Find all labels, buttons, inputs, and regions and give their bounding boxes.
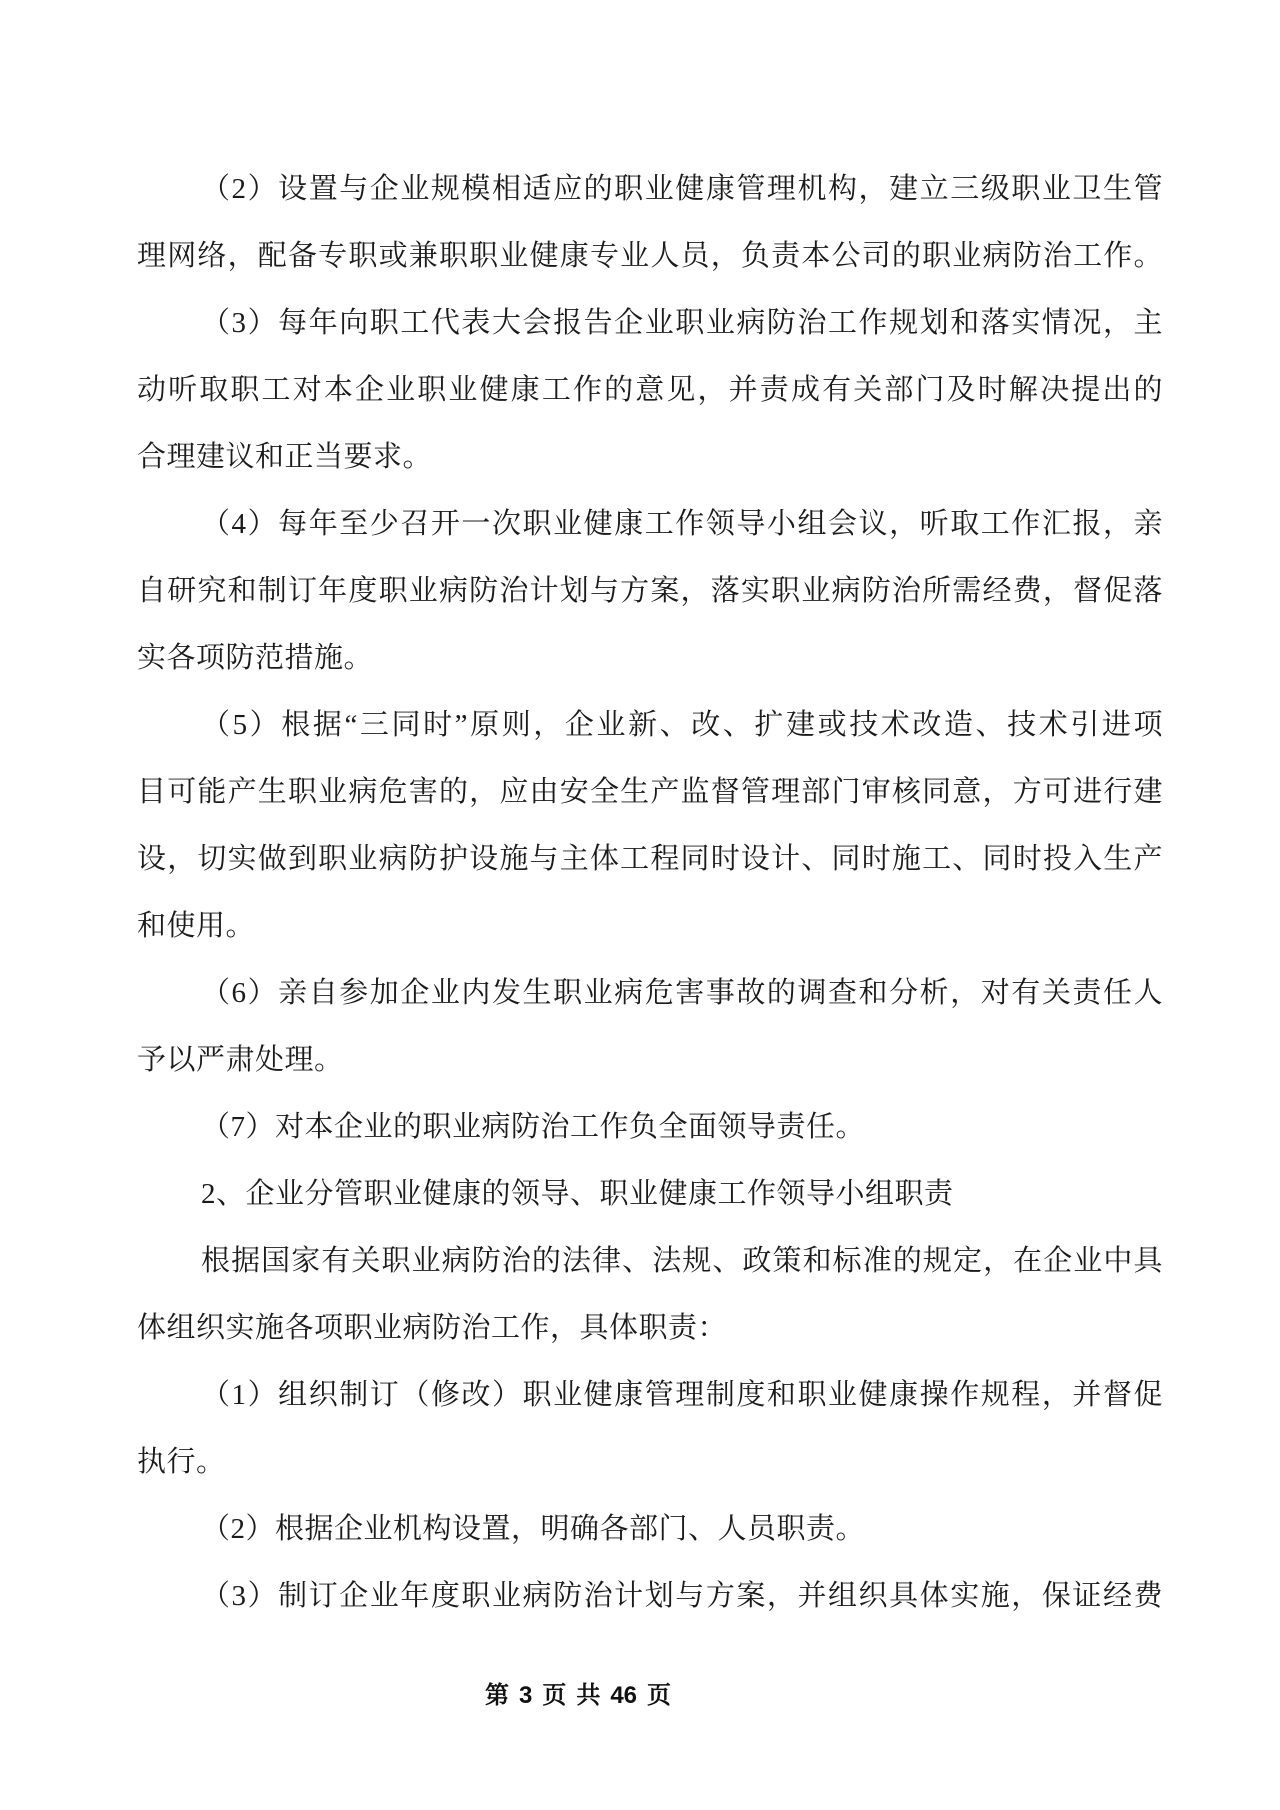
footer-total-pages: 46 [610, 1682, 638, 1709]
footer-label-gong: 共 [576, 1683, 601, 1709]
footer-label-ye-2: 页 [647, 1683, 672, 1709]
text-line: 执行。 [137, 1446, 226, 1478]
text-line: 目可能产生职业病危害的，应由安全生产监督管理部门审核同意，方可进行建 [137, 776, 1163, 808]
text-line: （5）根据“三同时”原则，企业新、改、扩建或技术改造、技术引进项 [201, 709, 1163, 741]
text-line: 理网络，配备专职或兼职职业健康专业人员，负责本公司的职业病防治工作。 [137, 240, 1163, 272]
text-line: （3）制订企业年度职业病防治计划与方案，并组织具体实施，保证经费 [201, 1580, 1163, 1612]
text-line: （7）对本企业的职业病防治工作负全面领导责任。 [201, 1111, 866, 1143]
section-heading-line: 2、企业分管职业健康的领导、职业健康工作领导小组职责 [201, 1178, 954, 1210]
text-line: （2）设置与企业规模相适应的职业健康管理机构，建立三级职业卫生管 [201, 173, 1163, 205]
text-line: （3）每年向职工代表大会报告企业职业病防治工作规划和落实情况，主 [201, 307, 1163, 339]
text-line: 和使用。 [137, 910, 256, 942]
text-line: 设，切实做到职业病防护设施与主体工程同时设计、同时施工、同时投入生产 [137, 843, 1163, 875]
text-line: 予以严肃处理。 [137, 1044, 344, 1076]
text-line: 体组织实施各项职业病防治工作，具体职责： [137, 1312, 728, 1344]
text-line: （1）组织制订（修改）职业健康管理制度和职业健康操作规程，并督促 [201, 1379, 1163, 1411]
text-line: （2）根据企业机构设置，明确各部门、人员职责。 [201, 1513, 866, 1545]
text-line: 合理建议和正当要求。 [137, 441, 433, 473]
text-line: 根据国家有关职业病防治的法律、法规、政策和标准的规定，在企业中具 [201, 1245, 1163, 1277]
text-line: 自研究和制订年度职业病防治计划与方案，落实职业病防治所需经费，督促落 [137, 575, 1163, 607]
document-body [137, 156, 1163, 1630]
text-line: （4）每年至少召开一次职业健康工作领导小组会议，听取工作汇报，亲 [201, 508, 1163, 540]
text-line: （6）亲自参加企业内发生职业病危害事故的调查和分析，对有关责任人 [201, 977, 1163, 1009]
text-line: 实各项防范措施。 [137, 642, 374, 674]
text-line: 动听取职工对本企业职业健康工作的意见，并责成有关部门及时解决提出的 [137, 374, 1163, 406]
footer-label-ye: 页 [542, 1683, 567, 1709]
page-footer [0, 1662, 1218, 1730]
footer-page-number: 3 [518, 1682, 533, 1709]
footer-label-di: 第 [484, 1683, 509, 1709]
